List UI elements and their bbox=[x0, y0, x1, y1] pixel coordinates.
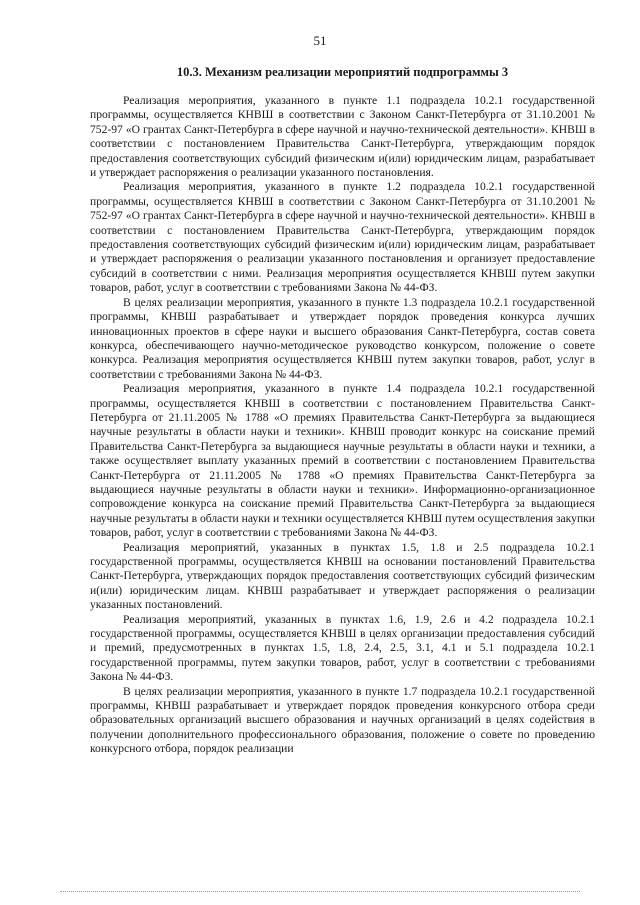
paragraph-1: Реализация мероприятия, указанного в пункте 1.1 подраздела 10.2.1 государственной программы, осуществляется КНВШ в соответствии с Законом Санкт-Петербурга от 31.10.2001 № 752-97 «О грантах Санкт-Петербурга в сфере научной и научно-технической деятельности». КНВШ в соответствии с постановлением Правительства Санкт-Петербурга, утверждающим порядок предоставления соответствующих субсидий физическим и(или) юридическим лицам, разрабатывает и утверждает распоряжения о реализации указанного постановления. bbox=[90, 94, 595, 180]
section-heading: 10.3. Механизм реализации мероприятий подпрограммы 3 bbox=[176, 65, 509, 79]
paragraph-6: Реализация мероприятий, указанных в пунктах 1.6, 1.9, 2.6 и 4.2 подраздела 10.2.1 государственной программы, осуществляется КНВШ в целях организации предоставления субсидий и премий, предусмотренных в пунктах 1.5, 1.8, 2.4, 2.5, 3.1, 4.1 и 5.1 подраздела 10.2.1 государственной программы, путем закупки товаров, работ, услуг в соответствии с требованиями Закона № 44-ФЗ. bbox=[90, 612, 595, 684]
scan-edge-artifact bbox=[60, 891, 580, 892]
document-body bbox=[90, 94, 595, 757]
paragraph-5: Реализация мероприятий, указанных в пунктах 1.5, 1.8 и 2.5 подраздела 10.2.1 государственной программы, осуществляется КНВШ на основании постановлений Правительства Санкт-Петербурга, утверждающих порядок предоставления соответствующих субсидий физическим и(или) юридическим лицам. КНВШ разрабатывает и утверждает распоряжения о реализации указанных постановлений. bbox=[90, 540, 595, 612]
paragraph-3: В целях реализации мероприятия, указанного в пункте 1.3 подраздела 10.2.1 государственной программы, КНВШ разрабатывает и утверждает порядок проведения конкурса лучших инновационных проектов в сфере науки и высшего образования Санкт-Петербурга, состав совета конкурса, обеспечивающего научно-методическое руководство конкурсом, положение о совете конкурса. Реализация мероприятия осуществляется КНВШ путем закупки товаров, работ, услуг в соответствии с требованиями Закона № 44-ФЗ. bbox=[90, 295, 595, 381]
page-number: 51 bbox=[313, 33, 327, 48]
paragraph-4: Реализация мероприятия, указанного в пункте 1.4 подраздела 10.2.1 государственной программы, осуществляется КНВШ в соответствии с постановлением Правительства Санкт-Петербурга от 21.11.2005 № 1788 «О премиях Правительства Санкт-Петербурга за выдающиеся научные результаты в области науки и техники». КНВШ проводит конкурс на соискание премий Правительства Санкт-Петербурга за выдающиеся научные результаты в области науки и техники, а также осуществляет выплату указанных премий в соответствии с постановлением Правительства Санкт-Петербурга от 21.11.2005 № 1788 «О премиях Правительства Санкт-Петербурга за выдающиеся научные результаты в области науки и техники». Информационно-организационное сопровождение конкурса на соискание премий Правительства Санкт-Петербурга за выдающиеся научные результаты в области науки и техники осуществляется КНВШ путем осуществления закупки товаров, работ, услуг в соответствии с требованиями Закона № 44-ФЗ. bbox=[90, 382, 595, 540]
paragraph-2: Реализация мероприятия, указанного в пункте 1.2 подраздела 10.2.1 государственной программы, осуществляется КНВШ в соответствии с Законом Санкт-Петербурга от 31.10.2001 № 752-97 «О грантах Санкт-Петербурга в сфере научной и научно-технической деятельности». КНВШ в соответствии с постановлением Правительства Санкт-Петербурга, утверждающим порядок предоставления соответствующих субсидий физическим и(или) юридическим лицам, разрабатывает и утверждает распоряжения о реализации указанного постановления и организует предоставление субсидий в соответствии с ними. Реализация мероприятия осуществляется КНВШ путем закупки товаров, работ, услуг в соответствии с требованиями Закона № 44-ФЗ. bbox=[90, 180, 595, 295]
paragraph-7: В целях реализации мероприятия, указанного в пункте 1.7 подраздела 10.2.1 государственной программы, КНВШ разрабатывает и утверждает порядок проведения конкурсного отбора среди образовательных организаций высшего образования и научных организаций в целях содействия в получении дополнительного профессионального образования, положение о совете по проведению конкурсного отбора, порядок реализации bbox=[90, 684, 595, 756]
